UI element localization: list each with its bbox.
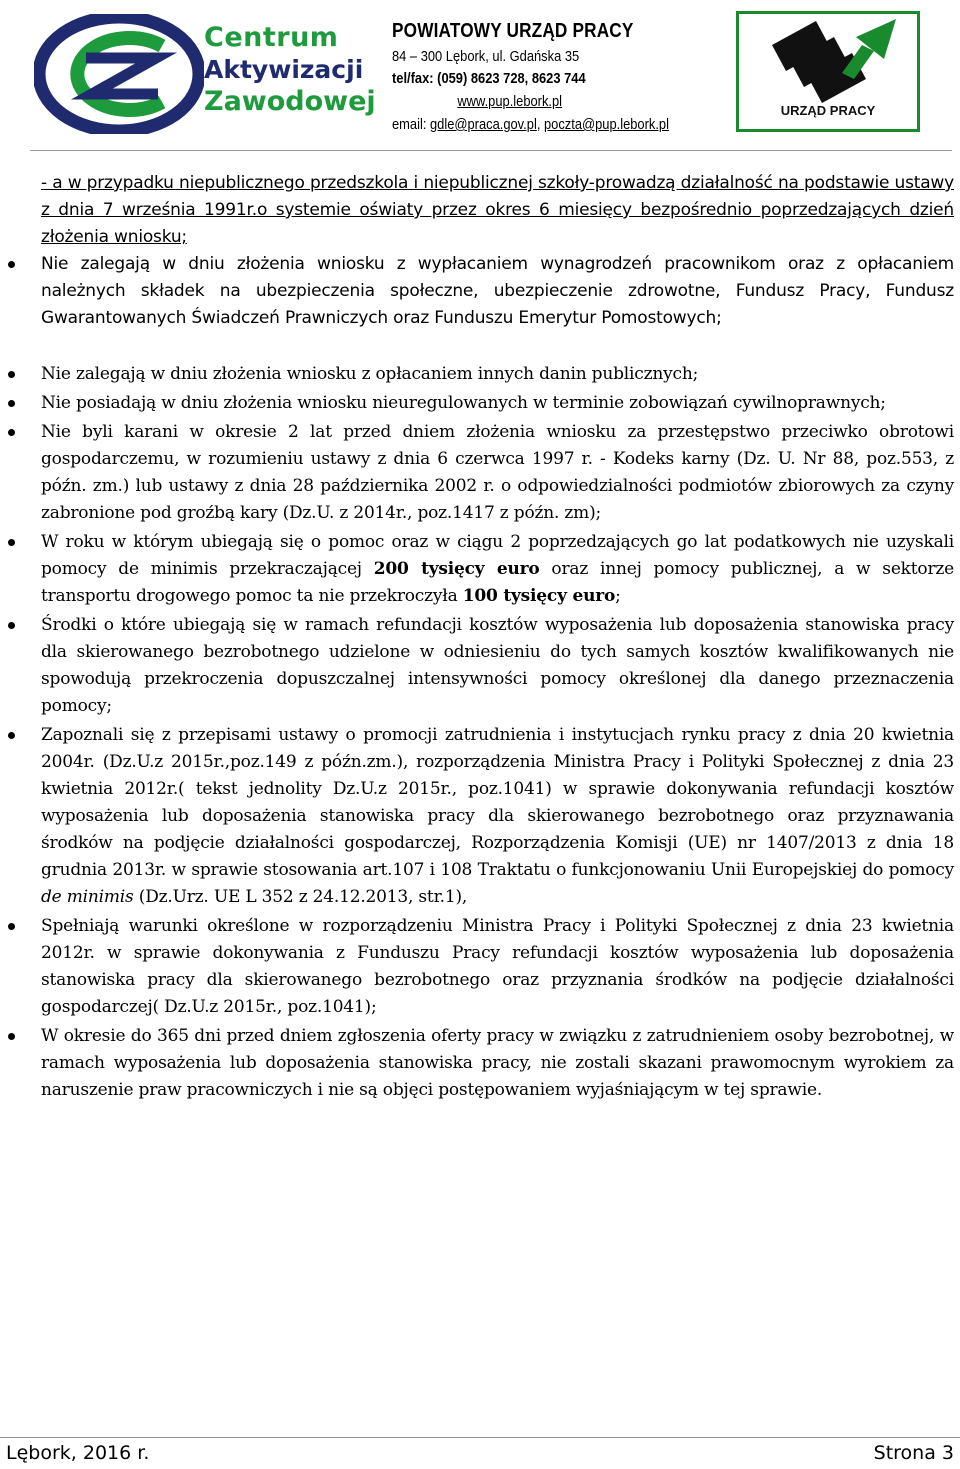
bullet-item-7 xyxy=(41,722,954,911)
urzad-pracy-logo-icon xyxy=(736,11,920,132)
bullet-item-9: W okresie do 365 dni przed dniem zgłoszenia oferty pracy w związku z zatrudnieniem osoby bezrobotnej, w ramach wyposażenia lub doposażenia stanowiska pracy, nie zostali skazani prawomocnym wyrokiem za naruszenie praw pracowniczych i nie są objęci postępowaniem wyjaśniającym w tej sprawie. xyxy=(41,1023,954,1104)
bullet-item-8: Spełniają warunki określone w rozporządzeniu Ministra Pracy i Polityki Społecznej z dnia 23 kwietnia 2012r. w sprawie dokonywania z Funduszu Pracy refundacji kosztów wyposażenia lub doposażenia stanowiska pracy dla skierowanego bezrobotnego oraz przyznania środków na podjęcie działalności gospodarczej( Dz.U.z 2015r., poz.1041); xyxy=(41,913,954,1021)
caz-line-1: Centrum xyxy=(204,22,339,53)
bullet-7-italic: de minimis xyxy=(41,887,134,907)
pup-web-link[interactable]: www.pup.lebork.pl xyxy=(457,93,563,110)
pup-email-link-2[interactable]: poczta@pup.lebork.pl xyxy=(543,116,669,133)
caz-name xyxy=(204,24,376,115)
footer-place-date: Lębork, 2016 r. xyxy=(6,1442,150,1464)
pup-address: 84 – 300 Lębork, ul. Gdańska 35 xyxy=(392,48,580,65)
urzad-pracy-logo-text: URZĄD PRACY xyxy=(780,103,876,118)
bullet-5-text-1: W roku w którym ubiegają się o pomoc oraz w ciągu 2 poprzedzających go lat podatkowych nie uzyskali pomocy de minimis przekraczającej xyxy=(41,532,954,579)
page-header xyxy=(0,0,960,150)
document-body xyxy=(41,170,954,1104)
bullet-5-text-3: ; xyxy=(615,586,621,606)
bullet-5-amount-1: 200 tysięcy euro xyxy=(373,559,540,579)
footer-divider xyxy=(0,1437,960,1438)
pup-email-link-1[interactable]: gdle@praca.gov.pl xyxy=(430,116,537,133)
header-divider xyxy=(30,150,952,151)
pup-title: POWIATOWY URZĄD PRACY xyxy=(392,20,634,42)
pup-email-label: email: xyxy=(392,116,427,133)
pup-email-separator: , xyxy=(536,116,541,133)
bullet-item-1: Nie zalegają w dniu złożenia wniosku z wypłacaniem wynagrodzeń pracownikom oraz z opłacaniem należnych składek na ubezpieczenia społeczne, ubezpieczenie zdrowotne, Fundusz Pracy, Fundusz Gwarantowanych Świadczeń Prawniczych oraz Funduszu Emerytur Pomostowych; xyxy=(41,251,954,332)
caz-logo-icon xyxy=(34,14,204,134)
pup-email xyxy=(392,117,684,132)
footer-page-number: Strona 3 xyxy=(873,1442,954,1464)
bullet-item-3: Nie posiadają w dniu złożenia wniosku nieuregulowanych w terminie zobowiązań cywilnoprawnych; xyxy=(41,390,954,417)
bullet-item-2: Nie zalegają w dniu złożenia wniosku z opłacaniem innych danin publicznych; xyxy=(41,361,954,388)
lead-paragraph: - a w przypadku niepublicznego przedszkola i niepublicznej szkoły-prowadzą działalność na podstawie ustawy z dnia 7 września 1991r.o systemie oświaty przez okres 6 miesięcy bezpośrednio poprzedzających dzień złożenia wniosku; xyxy=(41,173,954,247)
pup-contact-block xyxy=(392,20,732,132)
bullet-5-text-2: oraz innej pomocy publicznej, a w sektorze transportu drogowego pomoc ta nie przekroczyła xyxy=(41,559,954,606)
bullet-7-text-2: (Dz.Urz. UE L 352 z 24.12.2013, str.1), xyxy=(133,887,468,907)
caz-line-2: Aktywizacji xyxy=(204,55,364,84)
bullet-item-6: Środki o które ubiegają się w ramach refundacji kosztów wyposażenia lub doposażenia stanowiska pracy dla skierowanego bezrobotnego udzielone w odniesieniu do tych samych kosztów kwalifikowanych nie spowodują przekroczenia dopuszczalnej intensywności pomocy określonej dla danego przeznaczenia pomocy; xyxy=(41,612,954,720)
pup-phone: tel/fax: (059) 8623 728, 8623 744 xyxy=(392,70,586,87)
pup-web[interactable] xyxy=(392,94,684,109)
bullet-7-text-1: Zapoznali się z przepisami ustawy o promocji zatrudnienia i instytucjach rynku pracy z dnia 20 kwietnia 2004r. (Dz.U.z 2015r.,poz.149 z późn.zm.), rozporządzenia Ministra Pracy i Polityki Społecznej z dnia 23 kwietnia 2012r.( tekst jednolity Dz.U.z 2015r., poz.1041) w sprawie dokonywania refundacji kosztów wyposażenia lub doposażenia stanowiska pracy dla skierowanego bezrobotnego oraz przyznawania środków na podjęcie działalności gospodarczej, Rozporządzenia Komisji (UE) nr 1407/2013 z dnia 18 grudnia 2013r. w sprawie stosowania art.107 i 108 Traktatu o funkcjonowaniu Unii Europejskiej do pomocy xyxy=(41,725,954,880)
caz-line-3: Zawodowej xyxy=(204,86,376,117)
bullet-5-amount-2: 100 tysięcy euro xyxy=(462,586,616,606)
bullet-item-5 xyxy=(41,529,954,610)
bullet-item-4: Nie byli karani w okresie 2 lat przed dniem złożenia wniosku za przestępstwo przeciwko obrotowi gospodarczemu, w rozumieniu ustawy z dnia 6 czerwca 1997 r. - Kodeks karny (Dz. U. Nr 88, poz.553, z późn. zm.) lub ustawy z dnia 28 października 2002 r. o odpowiedzialności podmiotów zbiorowych za czyny zabronione pod groźbą kary (Dz.U. z 2014r., poz.1417 z późn. zm); xyxy=(41,419,954,527)
